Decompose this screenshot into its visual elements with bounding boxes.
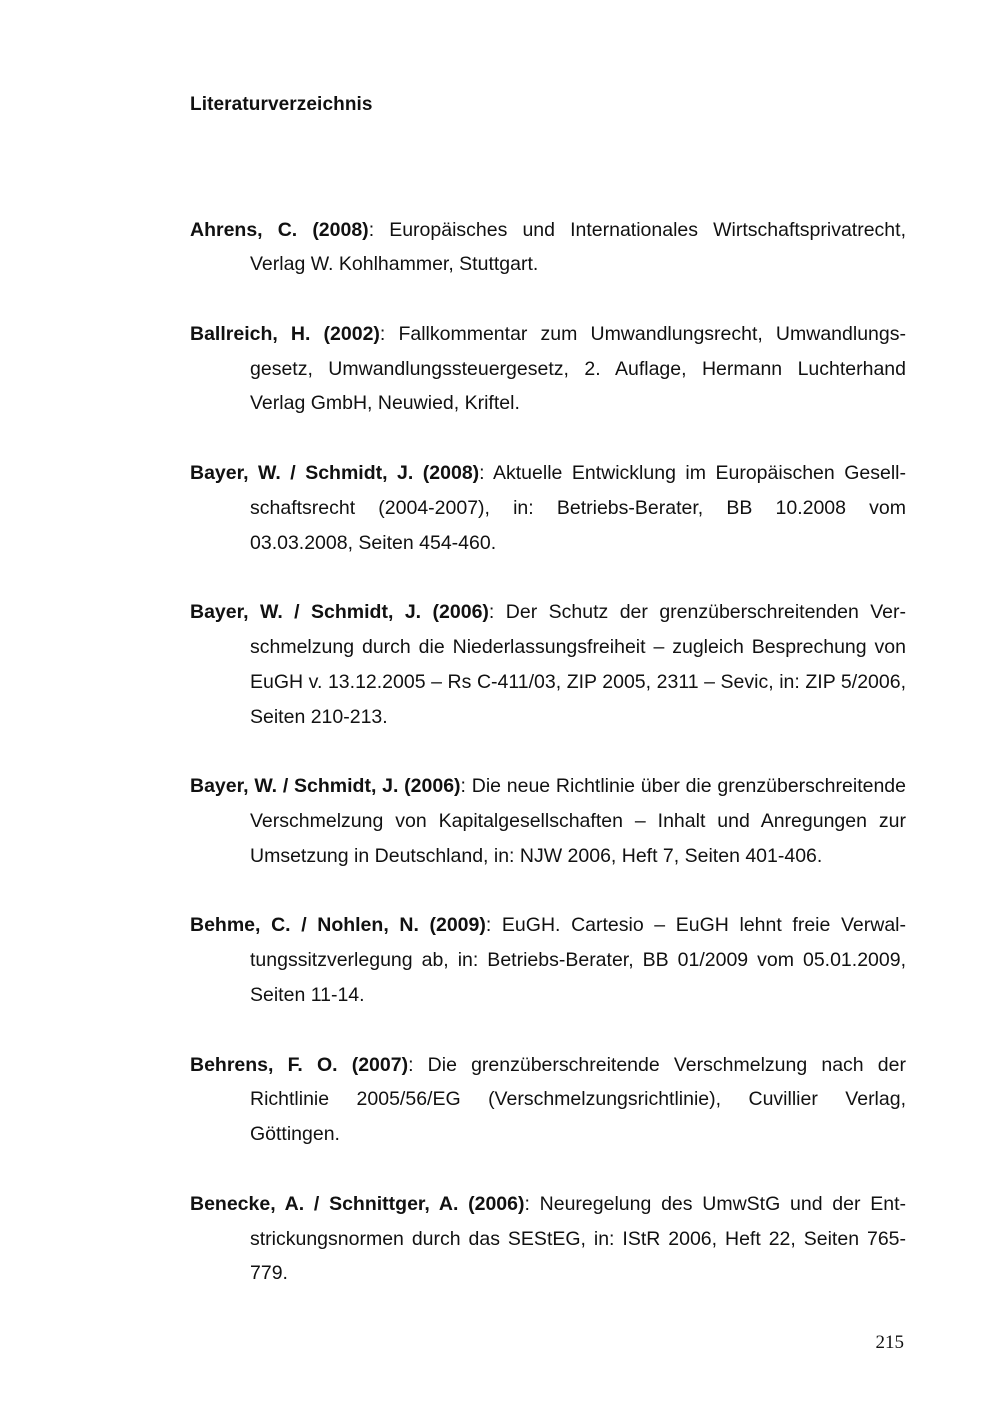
entry-year: (2008): [422, 462, 480, 485]
entry-text: : EuGH. Cartesio – EuGH lehnt freie Verwaltungssitzverlegung ab, in: Betriebs-Berater, BB 01/2009 vom 05.01.2009, Seiten 11-14.: [250, 914, 906, 1007]
entry-year: (2006): [468, 1192, 525, 1215]
entry-text: : Neuregelung des UmwStG und der Entstrickungsnormen durch das SEStEG, in: IStR 2006, Heft 22, Seiten 765-779.: [250, 1192, 906, 1285]
entry-year: (2006): [432, 601, 489, 624]
entry-author: Ahrens, C.: [190, 218, 298, 241]
bibliography-entry: [190, 317, 906, 421]
bibliography-entry: [190, 1048, 906, 1152]
entry-text: : Aktuelle Entwicklung im Europäischen Gesellschaftsrecht (2004-2007), in: Betriebs-Berater, BB 10.2008 vom 03.03.2008, Seiten 454-460.: [250, 462, 906, 554]
bibliography-entry: [190, 456, 906, 560]
bibliography-list: [190, 193, 906, 1326]
entry-text: : Europäisches und Internationales Wirtschaftsprivatrecht, Verlag W. Kohlhammer, Stuttgart.: [250, 218, 906, 276]
entry-author: Behrens, F. O.: [190, 1053, 338, 1076]
page-title: Literaturverzeichnis: [190, 94, 373, 115]
bibliography-entry: [190, 908, 906, 1012]
entry-author: Benecke, A. / Schnittger, A.: [190, 1192, 459, 1215]
bibliography-entry: [190, 769, 906, 873]
entry-author: Bayer, W. / Schmidt, J.: [190, 775, 399, 798]
entry-year: (2009): [429, 914, 486, 937]
entry-year: (2006): [404, 775, 461, 798]
entry-text: : Fallkommentar zum Umwandlungsrecht, Umwandlungsgesetz, Umwandlungssteuergesetz, 2. Auflage, Hermann Luchterhand Verlag GmbH, Neuwied, Kriftel.: [250, 322, 906, 415]
bibliography-entry: [190, 595, 906, 734]
entry-text: : Die neue Richtlinie über die grenzüberschreitende Verschmelzung von Kapitalgesellschaften – Inhalt und Anregungen zur Umsetzung in Deutschland, in: NJW 2006, Heft 7, Seiten 401-406.: [250, 775, 906, 867]
entry-text: : Der Schutz der grenzüberschreitenden Verschmelzung durch die Niederlassungsfreiheit – zugleich Besprechung von EuGH v. 13.12.2005 – Rs C-411/03, ZIP 2005, 2311 – Sevic, in: ZIP 5/2006, Seiten 210-213.: [250, 601, 906, 728]
entry-year: (2002): [323, 322, 380, 345]
page-number: 215: [875, 1332, 904, 1353]
entry-author: Bayer, W. / Schmidt, J.: [190, 462, 414, 485]
bibliography-entry: [190, 213, 906, 283]
entry-author: Ballreich, H.: [190, 322, 311, 345]
entry-year: (2008): [312, 218, 369, 241]
entry-text: : Die grenzüberschreitende Verschmelzung nach der Richtlinie 2005/56/EG (Verschmelzungsrichtlinie), Cuvillier Verlag, Göttingen.: [250, 1053, 906, 1146]
entry-author: Bayer, W. / Schmidt, J.: [190, 601, 422, 624]
bibliography-entry: [190, 1187, 906, 1291]
entry-year: (2007): [351, 1053, 409, 1076]
entry-author: Behme, C. / Nohlen, N.: [190, 914, 419, 937]
